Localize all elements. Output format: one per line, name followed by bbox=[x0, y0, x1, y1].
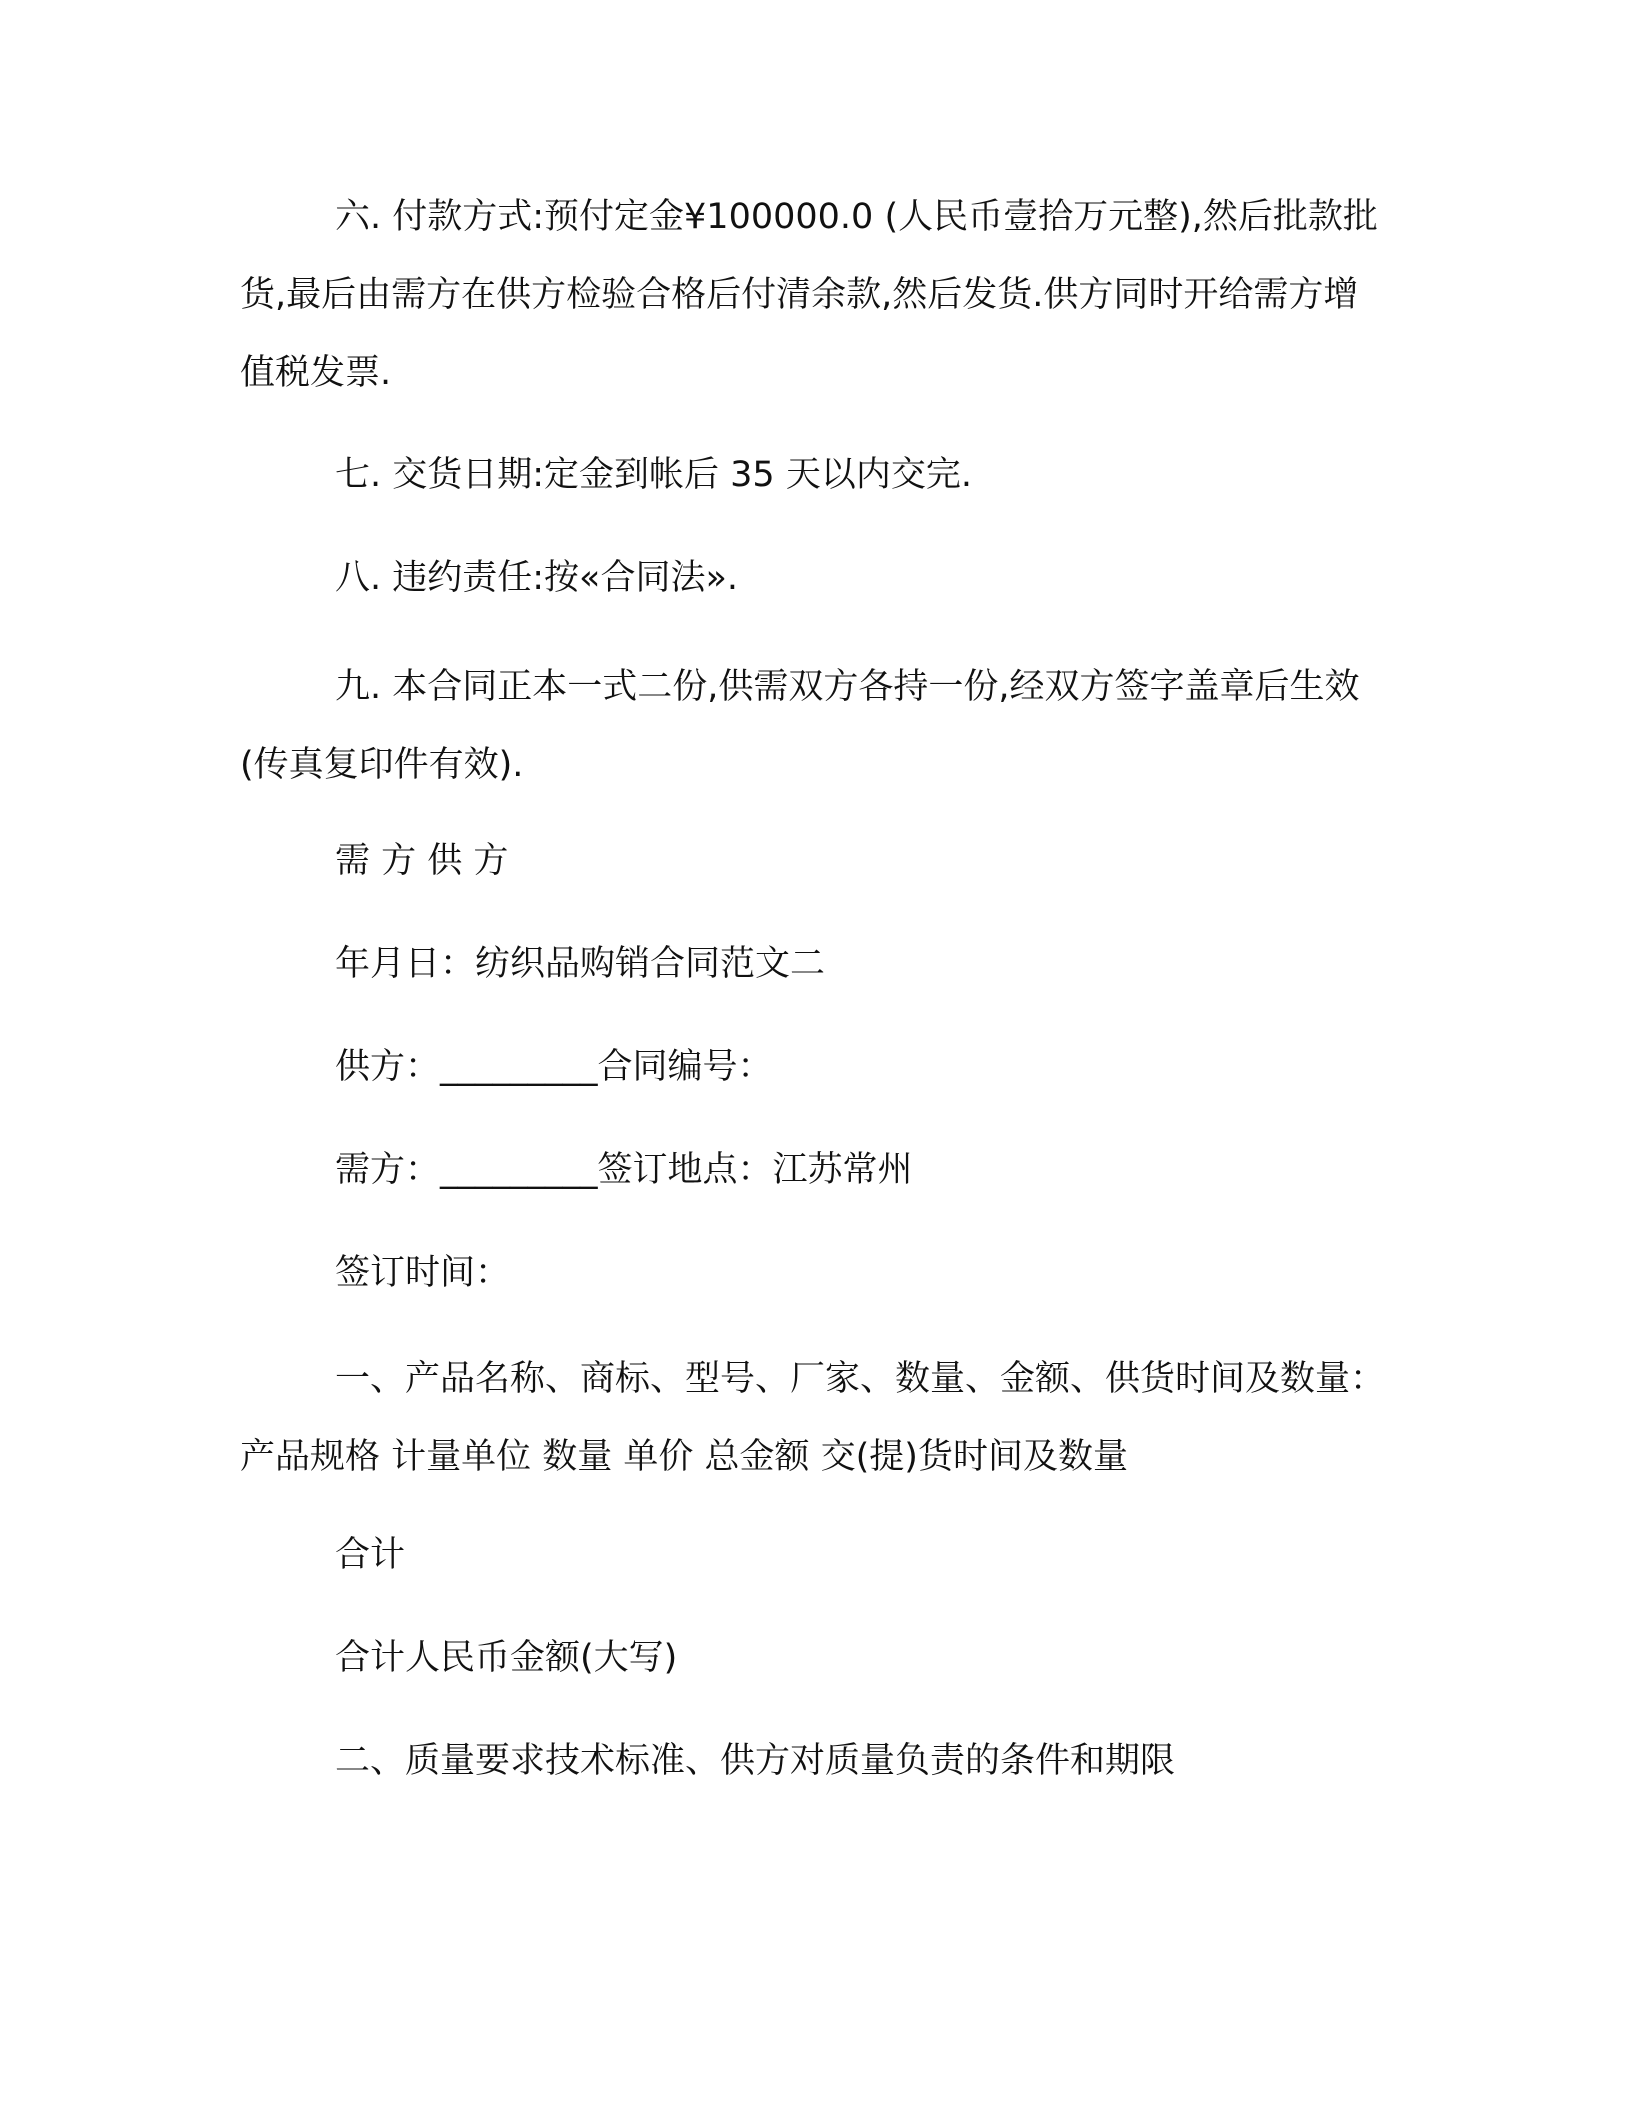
parties-line: 需 方 供 方 bbox=[335, 841, 509, 881]
clause-7-delivery: 七. 交货日期:定金到帐后 35 天以内交完. bbox=[335, 455, 972, 495]
clause-6-payment: 六. 付款方式:预付定金¥100000.0 (人民币壹拾万元整),然后批款批货,最后由需方在供方检验合格后付清余款,然后发货.供方同时开给需方增值税发票. bbox=[240, 197, 1378, 393]
item-1-products: 一、产品名称、商标、型号、厂家、数量、金额、供货时间及数量： 产品规格 计量单位 数量 单价 总金额 交(提)货时间及数量 bbox=[240, 1359, 1386, 1477]
clause-9-copies: 九. 本合同正本一式二份,供需双方各持一份,经双方签字盖章后生效(传真复印件有效). bbox=[240, 667, 1360, 785]
supplier-line: 供方：_________合同编号： bbox=[335, 1047, 773, 1087]
item-2-quality: 二、质量要求技术标准、供方对质量负责的条件和期限 bbox=[335, 1741, 1176, 1781]
buyer-line: 需方：_________签订地点：江苏常州 bbox=[335, 1150, 913, 1190]
sign-time-line: 签订时间： bbox=[335, 1253, 511, 1293]
total-line: 合计 bbox=[335, 1535, 406, 1575]
clause-8-liability: 八. 违约责任:按«合同法». bbox=[335, 558, 738, 598]
date-title-line: 年月日：纺织品购销合同范文二 bbox=[335, 944, 826, 984]
total-rmb-line: 合计人民币金额(大写) bbox=[335, 1638, 678, 1678]
